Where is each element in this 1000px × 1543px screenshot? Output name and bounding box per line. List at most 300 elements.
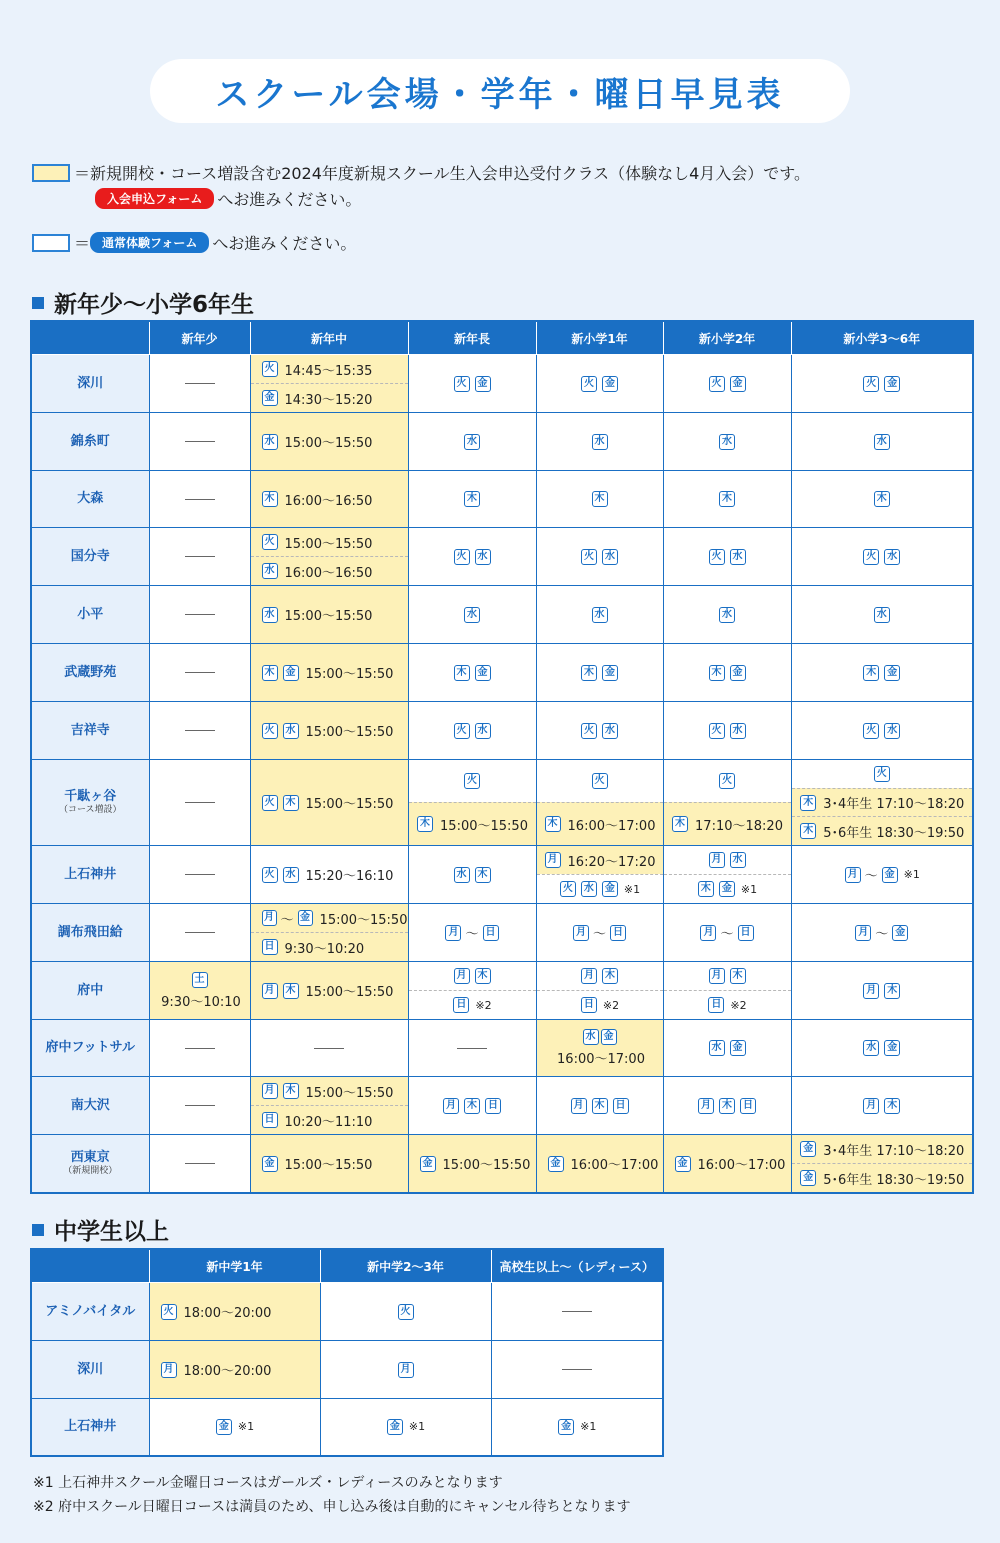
schedule-cell xyxy=(536,702,663,760)
location-cell xyxy=(31,1077,149,1135)
day-group xyxy=(492,1419,663,1435)
schedule-cell xyxy=(250,1135,408,1194)
day-group xyxy=(537,607,663,623)
weekday-badge-icon: 火 xyxy=(581,723,597,739)
day-group xyxy=(537,723,663,739)
day-group xyxy=(409,665,536,681)
table-row xyxy=(31,904,973,962)
apply-after-text: へお進みください。 xyxy=(217,190,362,209)
location-name: 府中フットサル xyxy=(45,1040,135,1056)
table-row xyxy=(31,846,973,904)
weekday-badge-icon: 日 xyxy=(581,997,597,1013)
schedule-cell xyxy=(663,1135,791,1194)
split-entries xyxy=(664,846,791,903)
schedule-cell xyxy=(663,904,791,962)
day-group xyxy=(792,983,973,999)
class-line xyxy=(251,846,408,903)
weekday-badge-icon: 木 xyxy=(800,795,816,811)
location-note: （コース増設） xyxy=(58,804,122,815)
day-group xyxy=(664,549,791,565)
split-entries xyxy=(664,760,791,845)
schedule-cell xyxy=(408,760,536,846)
location-name: 上石神井 xyxy=(64,1418,117,1434)
weekday-badge-icon: 月 xyxy=(571,1098,587,1114)
time-text: 16:00〜17:00 xyxy=(570,1158,659,1173)
day-group xyxy=(409,607,536,623)
schedule-cell xyxy=(250,586,408,644)
day-group xyxy=(537,1098,663,1114)
weekday-badge-icon: 金 xyxy=(601,1029,617,1045)
class-line xyxy=(409,1135,536,1192)
entry-line xyxy=(409,990,536,1019)
location-name: 上石神井 xyxy=(64,866,117,882)
time-text: 15:00〜15:50 xyxy=(284,536,373,552)
footnote-mark: ※1 xyxy=(237,1420,255,1434)
day-group xyxy=(664,376,791,392)
weekday-badge-icon: 水 xyxy=(602,723,618,739)
weekday-badge-icon: 日 xyxy=(708,997,724,1013)
schedule-cell xyxy=(250,413,408,471)
time-text: 15:00〜15:50 xyxy=(440,818,528,834)
no-class-dash xyxy=(185,802,215,803)
time-text: 14:30〜15:20 xyxy=(284,392,373,408)
weekday-badge-icon: 木 xyxy=(581,665,597,681)
table-header-row xyxy=(31,321,973,355)
entry-line xyxy=(537,990,663,1019)
section-heading-elementary: 新年少〜小学6年生 xyxy=(32,286,254,319)
range-tilde: 〜 xyxy=(864,869,878,884)
weekday-badge-icon: 木 xyxy=(719,491,735,507)
day-range xyxy=(409,923,536,942)
header-cell: 新小学1年 xyxy=(536,321,663,355)
day-group xyxy=(409,723,536,739)
range-tilde: 〜 xyxy=(592,927,606,942)
schedule-table-elementary xyxy=(30,320,974,1194)
no-class-dash xyxy=(185,556,215,557)
day-group xyxy=(664,665,791,681)
time-text: 17:10〜18:20 xyxy=(695,818,783,834)
weekday-badge-icon: 金 xyxy=(719,881,735,897)
day-group xyxy=(409,1098,536,1114)
day-group xyxy=(664,607,791,623)
table-row xyxy=(31,413,973,471)
location-name: 錦糸町 xyxy=(70,433,110,449)
weekday-badge-icon: 金 xyxy=(730,1040,746,1056)
schedule-cell xyxy=(791,413,973,471)
footnote-mark: ※2 xyxy=(475,998,492,1012)
weekday-badge-icon: 木 xyxy=(884,983,900,999)
weekday-badge-icon: 木 xyxy=(602,968,618,984)
entry-line xyxy=(537,962,663,990)
schedule-cell xyxy=(408,1135,536,1194)
section-heading-junior-high: 中学生以上 xyxy=(32,1213,169,1246)
entry-line xyxy=(664,962,791,990)
schedule-cell xyxy=(149,471,250,528)
weekday-badge-icon: 水 xyxy=(730,549,746,565)
entry-line xyxy=(251,904,408,932)
schedule-cell xyxy=(250,355,408,413)
weekday-badge-icon: 日 xyxy=(610,925,626,941)
split-entries xyxy=(409,760,536,845)
schedule-cell xyxy=(250,1020,408,1077)
schedule-cell xyxy=(250,471,408,528)
schedule-cell xyxy=(536,644,663,702)
header-cell xyxy=(31,1249,149,1283)
square-bullet-icon xyxy=(32,297,44,309)
schedule-cell xyxy=(250,528,408,586)
weekday-badge-icon: 金 xyxy=(882,867,898,883)
class-line xyxy=(664,1135,791,1192)
schedule-cell xyxy=(791,702,973,760)
weekday-badge-icon: 木 xyxy=(592,491,608,507)
day-group xyxy=(792,376,973,392)
range-tilde: 〜 xyxy=(720,927,734,942)
weekday-badge-icon: 木 xyxy=(874,491,890,507)
weekday-badge-icon: 金 xyxy=(475,376,491,392)
entry-line xyxy=(664,760,791,802)
class-line xyxy=(251,702,408,759)
time-text: 15:20〜16:10 xyxy=(305,869,394,884)
weekday-badge-icon: 土 xyxy=(192,972,208,988)
schedule-cell xyxy=(663,528,791,586)
entry-line xyxy=(409,962,536,990)
weekday-badge-icon: 月 xyxy=(709,968,725,984)
schedule-cell xyxy=(408,471,536,528)
weekday-badge-icon: 金 xyxy=(884,376,900,392)
entry-line xyxy=(664,846,791,874)
no-class-dash xyxy=(185,730,215,731)
entry-line xyxy=(409,760,536,802)
schedule-cell xyxy=(149,1399,320,1456)
day-group xyxy=(409,867,536,883)
day-group xyxy=(537,491,663,507)
weekday-badge-icon: 木 xyxy=(800,823,816,839)
schedule-table-junior-high xyxy=(30,1248,664,1457)
schedule-cell xyxy=(149,1135,250,1194)
day-group xyxy=(664,434,791,450)
no-class-dash xyxy=(185,1163,215,1164)
weekday-badge-icon: 火 xyxy=(863,723,879,739)
entry-line xyxy=(664,990,791,1019)
weekday-badge-icon: 月 xyxy=(443,1098,459,1114)
location-cell xyxy=(31,644,149,702)
day-group xyxy=(792,723,973,739)
day-group xyxy=(582,1029,618,1045)
table-row xyxy=(31,355,973,413)
location-name: 調布飛田給 xyxy=(57,924,123,940)
weekday-badge-icon: 水 xyxy=(863,1040,879,1056)
header-cell: 新小学3〜6年 xyxy=(791,321,973,355)
weekday-badge-icon: 火 xyxy=(464,773,480,789)
weekday-badge-icon: 日 xyxy=(740,1098,756,1114)
time-text: 16:00〜17:00 xyxy=(697,1158,786,1173)
weekday-badge-icon: 火 xyxy=(262,723,278,739)
schedule-cell xyxy=(149,702,250,760)
day-group xyxy=(150,1419,320,1435)
split-entries xyxy=(251,904,408,961)
split-entries xyxy=(664,962,791,1019)
day-group xyxy=(537,376,663,392)
split-entries xyxy=(537,962,663,1019)
schedule-cell xyxy=(663,702,791,760)
table-row xyxy=(31,1283,663,1341)
weekday-badge-icon: 木 xyxy=(592,1098,608,1114)
weekday-badge-icon: 月 xyxy=(698,1098,714,1114)
day-group xyxy=(409,434,536,450)
schedule-cell xyxy=(663,962,791,1020)
weekday-badge-icon: 月 xyxy=(845,867,861,883)
time-text: 18:00〜20:00 xyxy=(183,1306,272,1321)
schedule-cell xyxy=(663,1077,791,1135)
schedule-cell xyxy=(663,644,791,702)
weekday-badge-icon: 月 xyxy=(863,983,879,999)
weekday-badge-icon: 火 xyxy=(874,766,890,782)
table-row xyxy=(31,1077,973,1135)
range-tilde: 〜 xyxy=(875,927,889,942)
schedule-cell xyxy=(491,1399,663,1456)
schedule-cell xyxy=(536,471,663,528)
day-group xyxy=(664,1098,791,1114)
location-name: 西東京 xyxy=(70,1150,110,1166)
no-class-dash xyxy=(185,874,215,875)
weekday-badge-icon: 火 xyxy=(454,376,470,392)
day-group xyxy=(664,723,791,739)
yellow-swatch xyxy=(32,164,70,182)
page-title: スクール会場・学年・曜日早見表 xyxy=(215,74,785,115)
schedule-cell xyxy=(536,1077,663,1135)
schedule-cell xyxy=(250,1077,408,1135)
time-text: 9:30〜10:20 xyxy=(284,941,365,957)
schedule-cell xyxy=(791,962,973,1020)
entry-line xyxy=(792,1163,973,1192)
time-text: 14:45〜15:35 xyxy=(284,363,373,379)
weekday-badge-icon: 金 xyxy=(602,665,618,681)
weekday-badge-icon: 水 xyxy=(719,607,735,623)
schedule-cell xyxy=(536,846,663,904)
weekday-badge-icon: 金 xyxy=(548,1156,564,1172)
entry-line xyxy=(251,556,408,585)
schedule-cell xyxy=(250,702,408,760)
class-line xyxy=(251,471,408,527)
apply-form-link[interactable]: 入会申込フォーム xyxy=(95,188,214,209)
no-class-dash xyxy=(562,1311,592,1312)
day-range xyxy=(537,923,663,942)
weekday-badge-icon: 木 xyxy=(464,1098,480,1114)
entry-line xyxy=(537,846,663,874)
weekday-badge-icon: 火 xyxy=(709,723,725,739)
weekday-badge-icon: 火 xyxy=(709,549,725,565)
class-line xyxy=(251,760,408,845)
entry-line xyxy=(664,802,791,845)
entry-line xyxy=(792,1135,973,1163)
time-text: 16:20〜17:20 xyxy=(567,854,656,870)
table-row xyxy=(31,1020,973,1077)
footnote-1: ※1 上石神井スクール金曜日コースはガールズ・レディースのみとなります xyxy=(33,1475,503,1491)
table-row xyxy=(31,528,973,586)
weekday-badge-icon: 火 xyxy=(581,376,597,392)
class-line xyxy=(150,1283,320,1340)
location-cell xyxy=(31,413,149,471)
weekday-badge-icon: 木 xyxy=(464,491,480,507)
schedule-cell xyxy=(536,1020,663,1077)
class-line xyxy=(251,586,408,643)
schedule-cell xyxy=(408,1077,536,1135)
weekday-badge-icon: 木 xyxy=(719,1098,735,1114)
weekday-badge-icon: 水 xyxy=(719,434,735,450)
schedule-cell xyxy=(149,904,250,962)
time-text: 5･6年生 18:30〜19:50 xyxy=(823,825,965,841)
legend-apply-row xyxy=(95,187,361,210)
weekday-badge-icon: 月 xyxy=(700,925,716,941)
entry-line xyxy=(537,874,663,903)
weekday-badge-icon: 火 xyxy=(863,376,879,392)
schedule-cell xyxy=(408,1020,536,1077)
weekday-badge-icon: 火 xyxy=(262,795,278,811)
trial-form-link[interactable]: 通常体験フォーム xyxy=(90,232,209,253)
schedule-cell xyxy=(149,413,250,471)
schedule-cell xyxy=(536,904,663,962)
weekday-badge-icon: 水 xyxy=(464,434,480,450)
weekday-badge-icon: 木 xyxy=(884,1098,900,1114)
schedule-cell xyxy=(408,528,536,586)
schedule-cell xyxy=(149,1020,250,1077)
time-text: 16:00〜16:50 xyxy=(284,493,373,509)
schedule-cell xyxy=(408,586,536,644)
weekday-badge-icon: 日 xyxy=(483,925,499,941)
weekday-badge-icon: 金 xyxy=(800,1141,816,1157)
schedule-cell xyxy=(149,760,250,846)
weekday-badge-icon: 火 xyxy=(581,549,597,565)
table-row xyxy=(31,644,973,702)
class-line xyxy=(251,644,408,701)
table-row xyxy=(31,471,973,528)
day-group xyxy=(409,549,536,565)
location-cell xyxy=(31,1341,149,1399)
weekday-badge-icon: 木 xyxy=(283,1083,299,1099)
schedule-cell xyxy=(408,846,536,904)
schedule-cell xyxy=(663,471,791,528)
day-group xyxy=(409,376,536,392)
location-name: 南大沢 xyxy=(70,1097,110,1113)
legend-new-enrollment xyxy=(32,161,810,184)
weekday-badge-icon: 火 xyxy=(863,549,879,565)
weekday-badge-icon: 月 xyxy=(581,968,597,984)
schedule-cell xyxy=(408,644,536,702)
weekday-badge-icon: 月 xyxy=(454,968,470,984)
split-entries xyxy=(792,1135,973,1192)
schedule-cell xyxy=(791,471,973,528)
schedule-cell xyxy=(149,1341,320,1399)
schedule-cell xyxy=(536,528,663,586)
split-entries xyxy=(537,760,663,845)
weekday-badge-icon: 木 xyxy=(283,795,299,811)
no-class-dash xyxy=(185,1105,215,1106)
schedule-cell xyxy=(791,586,973,644)
day-group xyxy=(191,972,209,988)
weekday-badge-icon: 金 xyxy=(730,376,746,392)
no-class-dash xyxy=(185,672,215,673)
no-class-dash xyxy=(314,1048,344,1049)
day-group xyxy=(792,607,973,623)
time-text: 15:00〜15:50 xyxy=(442,1158,531,1173)
time-text: 18:00〜20:00 xyxy=(183,1364,272,1379)
weekday-badge-icon: 金 xyxy=(675,1156,691,1172)
schedule-cell xyxy=(663,355,791,413)
weekday-badge-icon: 火 xyxy=(262,867,278,883)
weekday-badge-icon: 水 xyxy=(283,867,299,883)
entry-line xyxy=(251,528,408,556)
footnote-mark: ※1 xyxy=(903,868,920,881)
weekday-badge-icon: 火 xyxy=(560,881,576,897)
day-group xyxy=(537,665,663,681)
schedule-cell xyxy=(491,1341,663,1399)
schedule-cell xyxy=(791,355,973,413)
schedule-cell xyxy=(663,586,791,644)
weekday-badge-icon: 金 xyxy=(892,925,908,941)
time-text: 3･4年生 17:10〜18:20 xyxy=(823,797,965,812)
location-cell xyxy=(31,1135,149,1194)
location-name: 小平 xyxy=(77,606,104,622)
footnote-mark: ※1 xyxy=(623,882,641,896)
weekday-badge-icon: 木 xyxy=(454,665,470,681)
location-name: 府中 xyxy=(77,982,104,998)
weekday-badge-icon: 月 xyxy=(863,1098,879,1114)
weekday-badge-icon: 木 xyxy=(475,867,491,883)
split-entries xyxy=(792,760,973,845)
weekday-badge-icon: 日 xyxy=(738,925,754,941)
no-class-dash xyxy=(185,614,215,615)
time-text: 16:00〜16:50 xyxy=(284,565,373,581)
footnote-mark: ※1 xyxy=(580,1420,597,1434)
weekday-badge-icon: 月 xyxy=(161,1362,177,1378)
schedule-cell xyxy=(536,760,663,846)
day-range xyxy=(792,865,973,884)
location-name: 吉祥寺 xyxy=(70,722,110,738)
schedule-cell xyxy=(250,760,408,846)
weekday-badge-icon: 火 xyxy=(719,773,735,789)
weekday-badge-icon: 水 xyxy=(884,723,900,739)
weekday-badge-icon: 水 xyxy=(475,723,491,739)
weekday-badge-icon: 水 xyxy=(730,723,746,739)
table-row xyxy=(31,586,973,644)
split-entries xyxy=(537,846,663,903)
location-name: 国分寺 xyxy=(70,548,110,564)
range-tilde: 〜 xyxy=(465,927,479,942)
location-cell xyxy=(31,355,149,413)
footnote-mark: ※1 xyxy=(740,882,758,896)
weekday-badge-icon: 月 xyxy=(262,1083,278,1099)
time-text: 16:00〜17:00 xyxy=(557,1052,645,1067)
day-group xyxy=(321,1419,491,1435)
day-group xyxy=(321,1362,491,1378)
location-cell xyxy=(31,846,149,904)
no-class-dash xyxy=(457,1048,487,1049)
trial-eq: ＝ xyxy=(74,234,91,253)
schedule-cell xyxy=(250,846,408,904)
class-line xyxy=(537,1135,663,1192)
schedule-cell xyxy=(408,962,536,1020)
weekday-badge-icon: 水 xyxy=(283,723,299,739)
schedule-cell xyxy=(408,904,536,962)
location-cell xyxy=(31,1399,149,1456)
location-cell xyxy=(31,1020,149,1077)
day-group xyxy=(537,434,663,450)
entry-line xyxy=(537,802,663,845)
weekday-badge-icon: 金 xyxy=(884,665,900,681)
weekday-badge-icon: 水 xyxy=(874,434,890,450)
location-name: 武蔵野苑 xyxy=(64,664,117,680)
no-class-dash xyxy=(185,499,215,500)
